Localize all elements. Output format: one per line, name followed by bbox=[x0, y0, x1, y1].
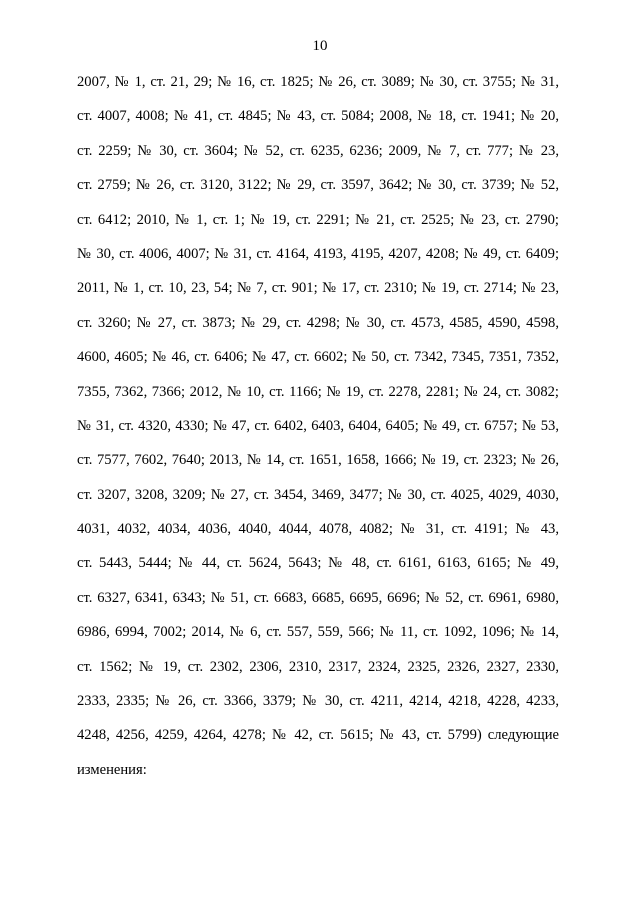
text-line: ст. 1562; № 19, ст. 2302, 2306, 2310, 2317, 2324, 2325, 2326, 2327, 2330, bbox=[77, 658, 559, 675]
text-line: ст. 5443, 5444; № 44, ст. 5624, 5643; № 48, ст. 6161, 6163, 6165; № 49, bbox=[77, 555, 559, 572]
text-line: ст. 3260; № 27, ст. 3873; № 29, ст. 4298; № 30, ст. 4573, 4585, 4590, 4598, bbox=[77, 314, 559, 331]
text-line: ст. 4007, 4008; № 41, ст. 4845; № 43, ст. 5084; 2008, № 18, ст. 1941; № 20, bbox=[77, 108, 559, 125]
text-line: 4031, 4032, 4034, 4036, 4040, 4044, 4078, 4082; № 31, ст. 4191; № 43, bbox=[77, 521, 559, 538]
text-line: 7355, 7362, 7366; 2012, № 10, ст. 1166; № 19, ст. 2278, 2281; № 24, ст. 3082; bbox=[77, 383, 559, 400]
text-line: 2333, 2335; № 26, ст. 3366, 3379; № 30, ст. 4211, 4214, 4218, 4228, 4233, bbox=[77, 693, 559, 710]
text-line: ст. 6412; 2010, № 1, ст. 1; № 19, ст. 2291; № 21, ст. 2525; № 23, ст. 2790; bbox=[77, 211, 559, 228]
text-line: изменения: bbox=[77, 761, 147, 778]
text-line: 4248, 4256, 4259, 4264, 4278; № 42, ст. 5615; № 43, ст. 5799) следующие bbox=[77, 727, 559, 744]
text-line: ст. 6327, 6341, 6343; № 51, ст. 6683, 6685, 6695, 6696; № 52, ст. 6961, 6980, bbox=[77, 589, 559, 606]
text-line: ст. 3207, 3208, 3209; № 27, ст. 3454, 3469, 3477; № 30, ст. 4025, 4029, 4030, bbox=[77, 486, 559, 503]
text-line: ст. 7577, 7602, 7640; 2013, № 14, ст. 1651, 1658, 1666; № 19, ст. 2323; № 26, bbox=[77, 452, 559, 469]
body-text bbox=[77, 72, 559, 794]
page-number: 10 bbox=[312, 38, 328, 54]
text-line: 6986, 6994, 7002; 2014, № 6, ст. 557, 559, 566; № 11, ст. 1092, 1096; № 14, bbox=[77, 624, 559, 641]
text-line: № 30, ст. 4006, 4007; № 31, ст. 4164, 4193, 4195, 4207, 4208; № 49, ст. 6409; bbox=[77, 245, 559, 262]
text-line: № 31, ст. 4320, 4330; № 47, ст. 6402, 6403, 6404, 6405; № 49, ст. 6757; № 53, bbox=[77, 417, 559, 434]
text-line: ст. 2259; № 30, ст. 3604; № 52, ст. 6235, 6236; 2009, № 7, ст. 777; № 23, bbox=[77, 142, 559, 159]
text-line: ст. 2759; № 26, ст. 3120, 3122; № 29, ст. 3597, 3642; № 30, ст. 3739; № 52, bbox=[77, 177, 559, 194]
text-line: 4600, 4605; № 46, ст. 6406; № 47, ст. 6602; № 50, ст. 7342, 7345, 7351, 7352, bbox=[77, 349, 559, 366]
text-line: 2011, № 1, ст. 10, 23, 54; № 7, ст. 901; № 17, ст. 2310; № 19, ст. 2714; № 23, bbox=[77, 280, 559, 297]
text-line: 2007, № 1, ст. 21, 29; № 16, ст. 1825; № 26, ст. 3089; № 30, ст. 3755; № 31, bbox=[77, 74, 559, 90]
